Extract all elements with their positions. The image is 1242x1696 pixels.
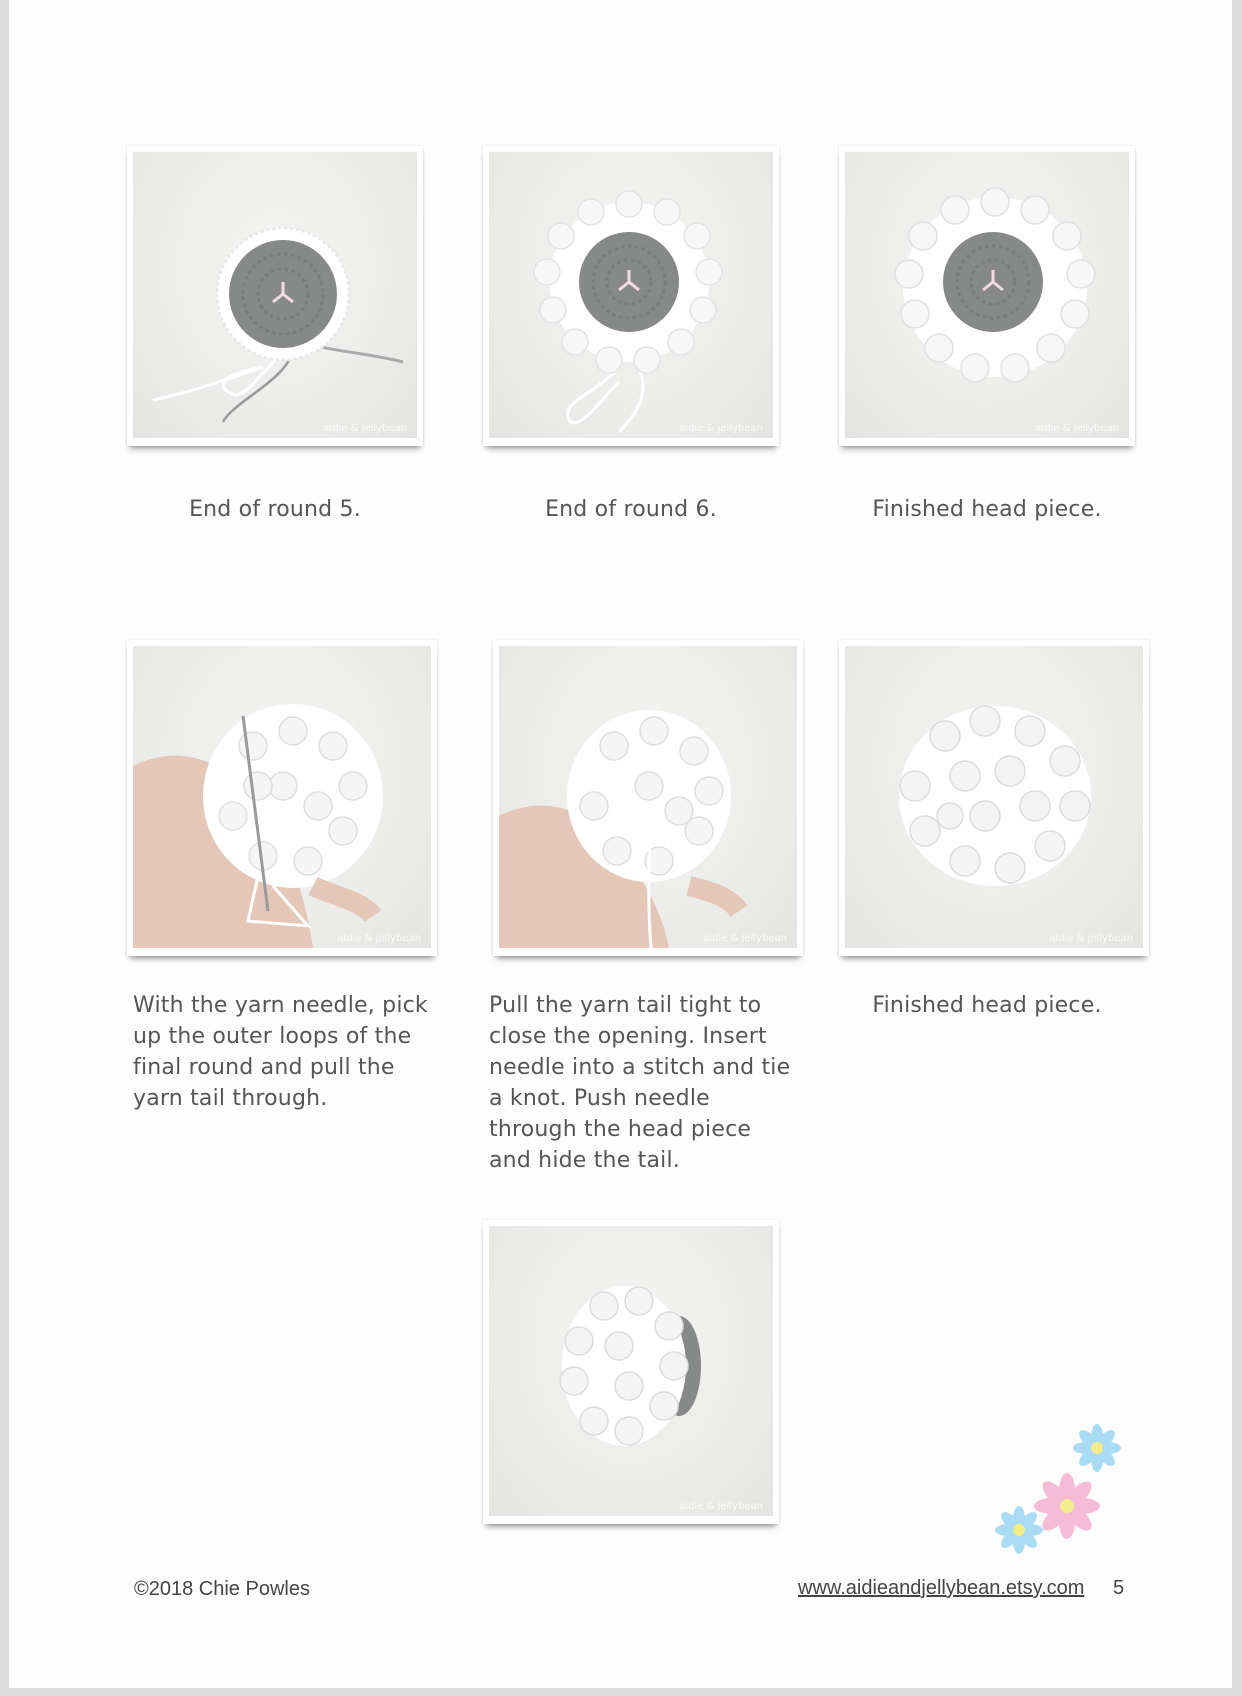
pink-flower — [1034, 1473, 1100, 1539]
watermark: aidie & jellybean — [1035, 423, 1119, 434]
photo-finished-head-2 — [839, 640, 1149, 956]
bobble-ball-illustration — [845, 646, 1143, 948]
hand-with-needle-illustration — [133, 646, 431, 948]
watermark: aidie & jellybean — [1049, 933, 1133, 944]
watermark: aidie & jellybean — [323, 423, 407, 434]
photo-side-view — [483, 1220, 779, 1524]
page-number: 5 — [1113, 1577, 1125, 1599]
blue-flower-bottom — [995, 1506, 1043, 1554]
round-5-illustration — [133, 152, 417, 438]
caption-finished-head-2: Finished head piece. — [872, 993, 1102, 1018]
watermark: aidie & jellybean — [337, 933, 421, 944]
caption-round-6: End of round 6. — [545, 497, 717, 522]
blue-flower-top — [1073, 1424, 1121, 1472]
photo-pull-tail — [493, 640, 803, 956]
copyright: ©2018 Chie Powles — [134, 1578, 310, 1600]
caption-pick-up-loops: With the yarn needle, pick up the outer loops of the final round and pull the yarn tail through. — [133, 993, 428, 1111]
caption-finished-head-1: Finished head piece. — [872, 497, 1102, 522]
pattern-page — [9, 0, 1232, 1688]
watermark: aidie & jellybean — [679, 1501, 763, 1512]
watermark: aidie & jellybean — [703, 933, 787, 944]
round-6-illustration — [489, 152, 773, 438]
hand-holding-ball-illustration — [499, 646, 797, 948]
finished-head-illustration — [845, 152, 1129, 438]
photo-pick-up-loops — [127, 640, 437, 956]
photo-finished-head-1 — [839, 146, 1135, 446]
caption-pull-tail: Pull the yarn tail tight to close the opening. Insert needle into a stitch and tie a knot. Push needle through the head piece and hide the tail. — [489, 993, 791, 1173]
caption-round-5: End of round 5. — [189, 497, 361, 522]
photo-round-6 — [483, 146, 779, 446]
website-link[interactable]: www.aidieandjellybean.etsy.com — [798, 1577, 1085, 1599]
side-view-illustration — [489, 1226, 773, 1516]
watermark: aidie & jellybean — [679, 423, 763, 434]
flowers-decoration — [989, 1420, 1129, 1560]
photo-round-5 — [127, 146, 423, 446]
